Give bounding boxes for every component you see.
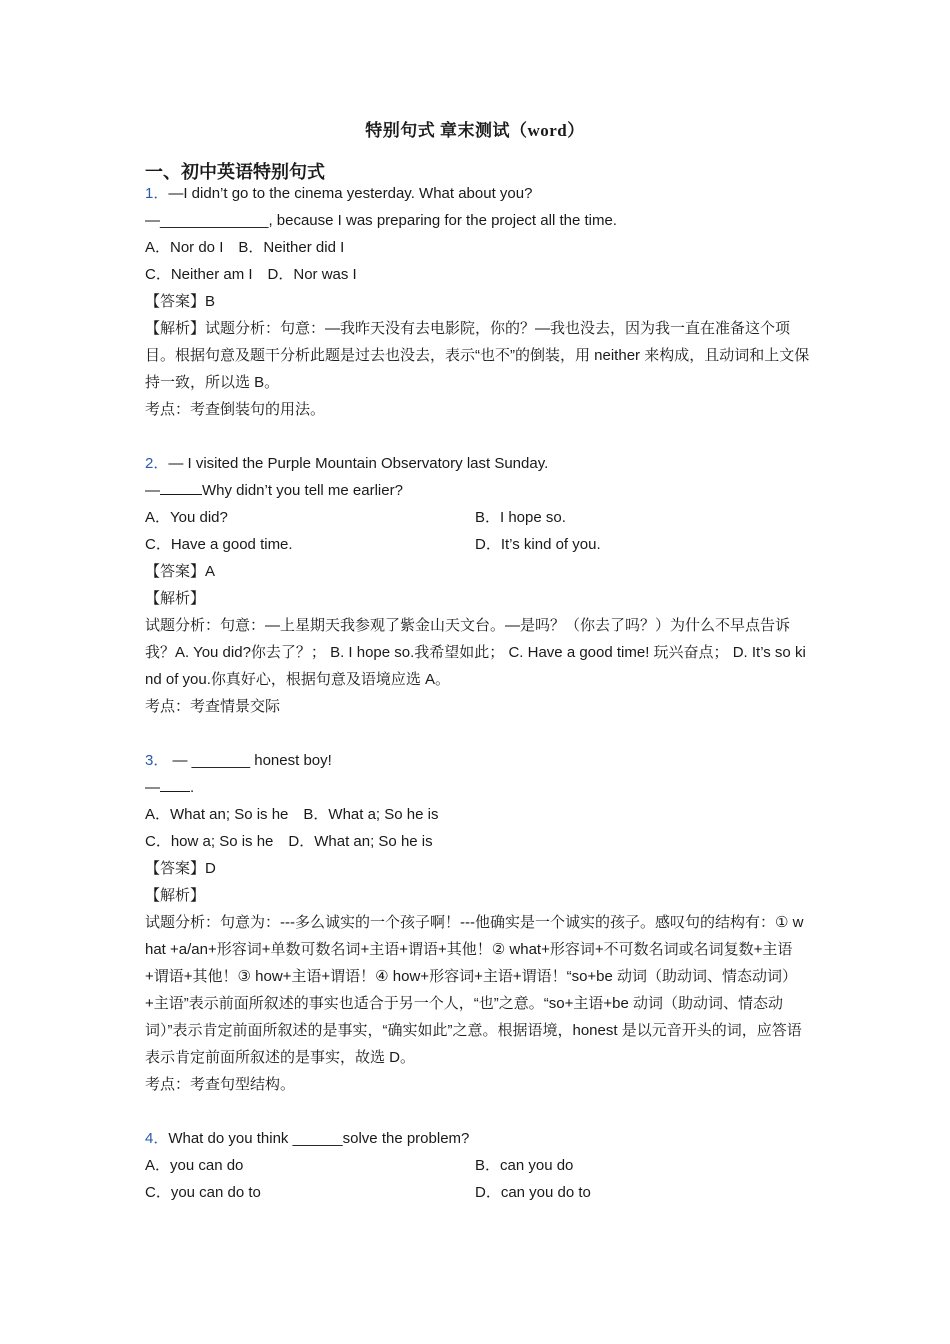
answer-blank	[160, 478, 202, 495]
dash: —	[145, 482, 160, 499]
answer-blank	[160, 775, 190, 792]
answer: 【答案】B	[145, 293, 216, 310]
question-3	[145, 747, 810, 1098]
question-stem: What do you think ______solve the problem?	[168, 1130, 470, 1147]
options-ab: A．Nor do I B．Neither did I	[145, 239, 345, 256]
option-a: A．You did?	[145, 509, 228, 526]
test-point: 考点：考查情景交际	[145, 698, 281, 715]
question-stem-line-2: —_____________, because I was preparing for the project all the time.	[145, 212, 617, 229]
option-b: B．can you do	[475, 1157, 574, 1174]
dash: —	[145, 779, 160, 796]
analysis-label: 【解析】	[145, 887, 206, 904]
option-c: C．you can do to	[145, 1184, 261, 1201]
analysis-label: 【解析】	[145, 590, 206, 607]
section-heading: 一、初中英语特别句式	[145, 162, 325, 182]
question-stem-rest: .	[190, 779, 195, 796]
question-stem-rest: Why didn’t you tell me earlier?	[202, 482, 403, 499]
question-1	[145, 180, 810, 423]
question-number: 2．	[145, 455, 169, 472]
answer: 【答案】D	[145, 860, 216, 877]
question-4	[145, 1125, 810, 1206]
option-a: A．you can do	[145, 1157, 244, 1174]
document-title: 特别句式 章末测试（word）	[365, 121, 585, 140]
test-point: 考点：考查句型结构。	[145, 1076, 296, 1093]
question-number: 3．	[145, 752, 169, 769]
option-b: B．I hope so.	[475, 509, 566, 526]
analysis: 【解析】试题分析：句意：—我昨天没有去电影院，你的？—我也没去，因为我一直在准备这个项目。根据句意及题干分析此题是过去也没去，表示“也不”的倒装，用 neither 来构成，且动词和上文保持一致，所以选 B。	[145, 320, 810, 391]
question-number: 4．	[145, 1130, 169, 1147]
question-2	[145, 450, 810, 720]
options-cd: C．how a; So is he D．What an; So he is	[145, 833, 433, 850]
options-ab: A．What an; So is he B．What a; So he is	[145, 806, 439, 823]
analysis: 试题分析：句意：—上星期天我参观了紫金山天文台。—是吗？（你去了吗？）为什么不早点告诉我？A. You did?你去了？； B. I hope so.我希望如此； C. Have a good time! 玩兴奋点； D. It’s so kind of you.你真好心，根据句意及语境应选 A。	[145, 617, 806, 688]
option-d: D．It’s kind of you.	[475, 536, 601, 553]
question-stem: —I didn’t go to the cinema yesterday. What about you?	[168, 185, 533, 202]
answer: 【答案】A	[145, 563, 216, 580]
options-cd: C．Neither am I D．Nor was I	[145, 266, 357, 283]
question-stem: — _______ honest boy!	[168, 752, 332, 769]
option-c: C．Have a good time.	[145, 536, 293, 553]
test-point: 考点：考查倒装句的用法。	[145, 401, 326, 418]
question-number: 1．	[145, 185, 169, 202]
document-content	[145, 180, 810, 1206]
option-d: D．can you do to	[475, 1184, 591, 1201]
question-stem: — I visited the Purple Mountain Observatory last Sunday.	[168, 455, 549, 472]
analysis: 试题分析：句意为：---多么诚实的一个孩子啊！---他确实是一个诚实的孩子。感叹句的结构有：① what +a/an+形容词+单数可数名词+主语+谓语+其他！② what+形容词+不可数名词或名词复数+主语+谓语+其他！③ how+主语+谓语！④ how+形容词+主语+谓语！“so+be 动词（助动词、情态动词）+主语”表示前面所叙述的事实也适合于另一个人，“也”之意。“so+主语+be 动词（助动词、情态动词）”表示肯定前面所叙述的是事实，“确实如此”之意。根据语境，honest 是以元音开头的词，应答语表示肯定前面所叙述的是事实，故选 D。	[145, 914, 804, 1066]
